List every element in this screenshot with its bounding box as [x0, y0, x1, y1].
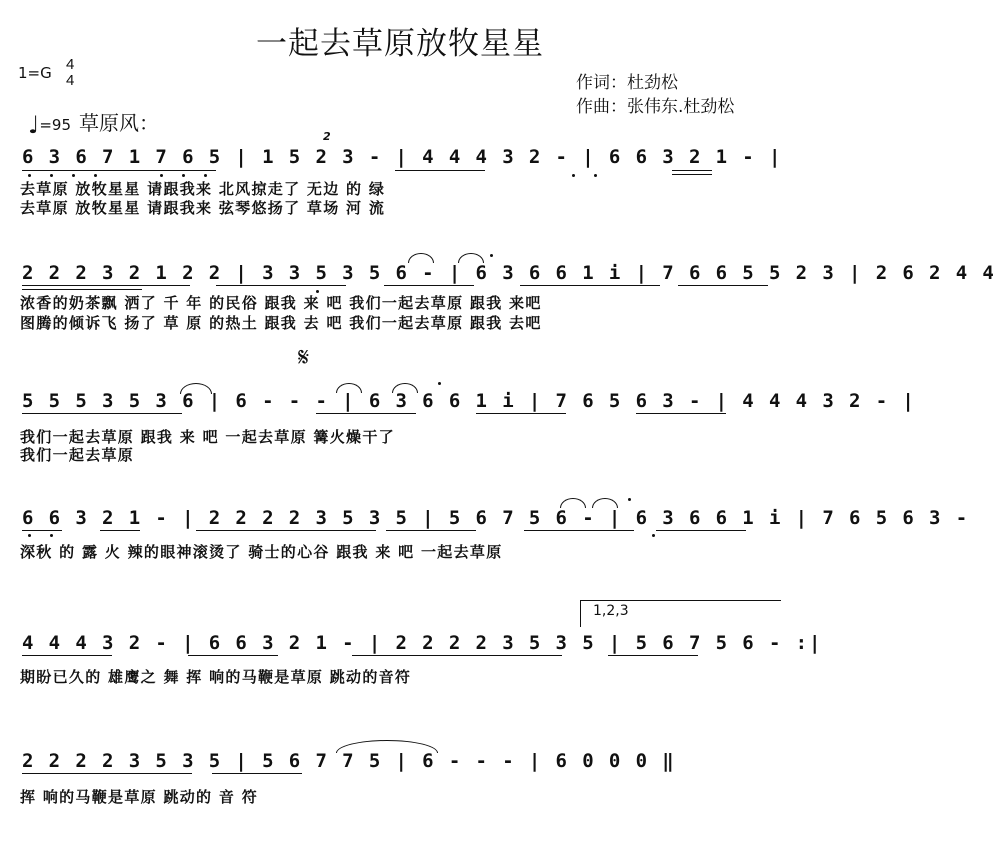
- lyric-line-2-verse-1: 浓香的奶茶飘 洒了 千 年 的民俗 跟我 来 吧 我们一起去草原 跟我 来吧: [20, 294, 542, 312]
- lyric-line-1-verse-1: 去草原 放牧星星 请跟我来 北风掠走了 无边 的 绿: [20, 180, 386, 198]
- song-title: 一起去草原放牧星星: [256, 26, 544, 62]
- beam: [22, 655, 112, 656]
- beam: [476, 413, 566, 414]
- lyric-line-3-verse-1: 我们一起去草原 跟我 来 吧 一起去草原 篝火燥干了: [20, 428, 395, 446]
- low-octave-dot: [160, 174, 163, 177]
- beam: [384, 285, 474, 286]
- beam: [216, 285, 346, 286]
- beam: [212, 773, 302, 774]
- lyricist-credit: 作词：杜劲松: [576, 73, 678, 93]
- beam: [316, 413, 416, 414]
- tie-arc: [560, 498, 586, 508]
- lyric-line-5-verse-1: 期盼已久的 雄鹰之 舞 挥 响的马鞭是草原 跳动的音符: [20, 668, 412, 686]
- lyric-line-1-verse-2: 去草原 放牧星星 请跟我来 弦琴悠扬了 草场 河 流: [20, 199, 386, 217]
- tie-arc: [592, 498, 618, 508]
- tie-arc: [336, 383, 362, 393]
- lyric-line-2-verse-2: 图腾的倾诉飞 扬了 草 原 的热土 跟我 去 吧 我们一起去草原 跟我 去吧: [20, 314, 542, 332]
- low-octave-dot: [572, 174, 575, 177]
- low-octave-dot: [50, 534, 53, 537]
- high-octave-dot: [438, 382, 441, 385]
- beam: [656, 530, 746, 531]
- beam: [352, 655, 562, 656]
- beam: [22, 773, 192, 774]
- beam: [188, 655, 278, 656]
- meter-bottom: 4: [66, 72, 75, 89]
- style-label: 草原风：: [78, 111, 159, 135]
- beam: [22, 285, 190, 286]
- beam: [524, 530, 634, 531]
- notation-line-6: 2 2 2 2 3 5 3 5 | 5 6 7 7 5 | 6 - - - | 6 0 0 0 ‖: [22, 750, 676, 772]
- key-signature: 1=G: [18, 64, 52, 82]
- first-ending-bracket: [580, 600, 781, 627]
- beam: [22, 413, 182, 414]
- beam: [386, 530, 476, 531]
- meter-top: 4: [66, 56, 75, 73]
- beam: [636, 413, 726, 414]
- beam: [22, 289, 142, 290]
- beam: [395, 170, 485, 171]
- tempo-value: =95: [39, 116, 71, 134]
- low-octave-dot: [182, 174, 185, 177]
- low-octave-dot: [50, 174, 53, 177]
- low-octave-dot: [652, 534, 655, 537]
- notation-line-3: 5 5 5 3 5 3 6 | 6 - - - | 6 3 6 6 1 i | 7 6 5 6 3 - | 4 4 4 3 2 - |: [22, 390, 916, 412]
- low-octave-dot: [94, 174, 97, 177]
- beam: [22, 530, 62, 531]
- beam: [196, 530, 376, 531]
- tie-arc: [408, 253, 434, 263]
- low-octave-dot: [72, 174, 75, 177]
- beam: [678, 285, 768, 286]
- composer-credit: 作曲：张伟东.杜劲松: [576, 97, 735, 117]
- notation-line-5: 4 4 4 3 2 - | 6 6 3 2 1 - | 2 2 2 2 3 5 3 5 | 5 6 7 5 6 - :|: [22, 632, 823, 654]
- beam: [116, 170, 216, 171]
- lyric-line-4-verse-1: 深秋 的 露 火 辣的眼神滚烫了 骑士的心谷 跟我 来 吧 一起去草原: [20, 543, 503, 561]
- tie-arc: [336, 740, 438, 753]
- beam: [520, 285, 660, 286]
- notation-line-1: 6 3 6 7 1 7 6 5 | 1 5 2 3 - | 4 4 4 3 2 - | 6 6 3 2 1 - |: [22, 146, 783, 168]
- tempo-marking: [28, 107, 159, 139]
- low-octave-dot: [594, 174, 597, 177]
- beam: [22, 170, 117, 171]
- quarter-note-icon: ♩: [28, 111, 40, 139]
- time-signature: [66, 57, 74, 89]
- low-octave-dot: [28, 174, 31, 177]
- tie-arc: [392, 383, 418, 393]
- beam: [100, 530, 140, 531]
- notation-line-4: 6 6 3 2 1 - | 2 2 2 2 3 5 3 5 | 5 6 7 5 6 - | 6 3 6 6 1 i | 7 6 5 6 3 -: [22, 507, 970, 529]
- lyric-line-6-verse-1: 挥 响的马鞭是草原 跳动的 音 符: [20, 788, 258, 806]
- high-octave-dot: [628, 498, 631, 501]
- tie-arc: [180, 383, 212, 394]
- low-octave-dot: [316, 290, 319, 293]
- low-octave-dot: [204, 174, 207, 177]
- beam: [608, 655, 698, 656]
- beam: [672, 170, 712, 171]
- low-octave-dot: [28, 534, 31, 537]
- volta-label: 1,2,3: [593, 603, 629, 619]
- notation-line-2: 2 2 2 3 2 1 2 2 | 3 3 5 3 5 6 - | 6 3 6 6 1 i | 7 6 6 5 5 2 3 | 2 6 2 4 4: [22, 262, 996, 284]
- segno-sign: 𝄋: [298, 343, 310, 373]
- high-octave-dot: [490, 254, 493, 257]
- tie-arc: [458, 253, 484, 263]
- grace-note: 2: [323, 130, 331, 143]
- beam: [672, 174, 712, 175]
- lyric-line-3-verse-2: 我们一起去草原: [20, 446, 135, 464]
